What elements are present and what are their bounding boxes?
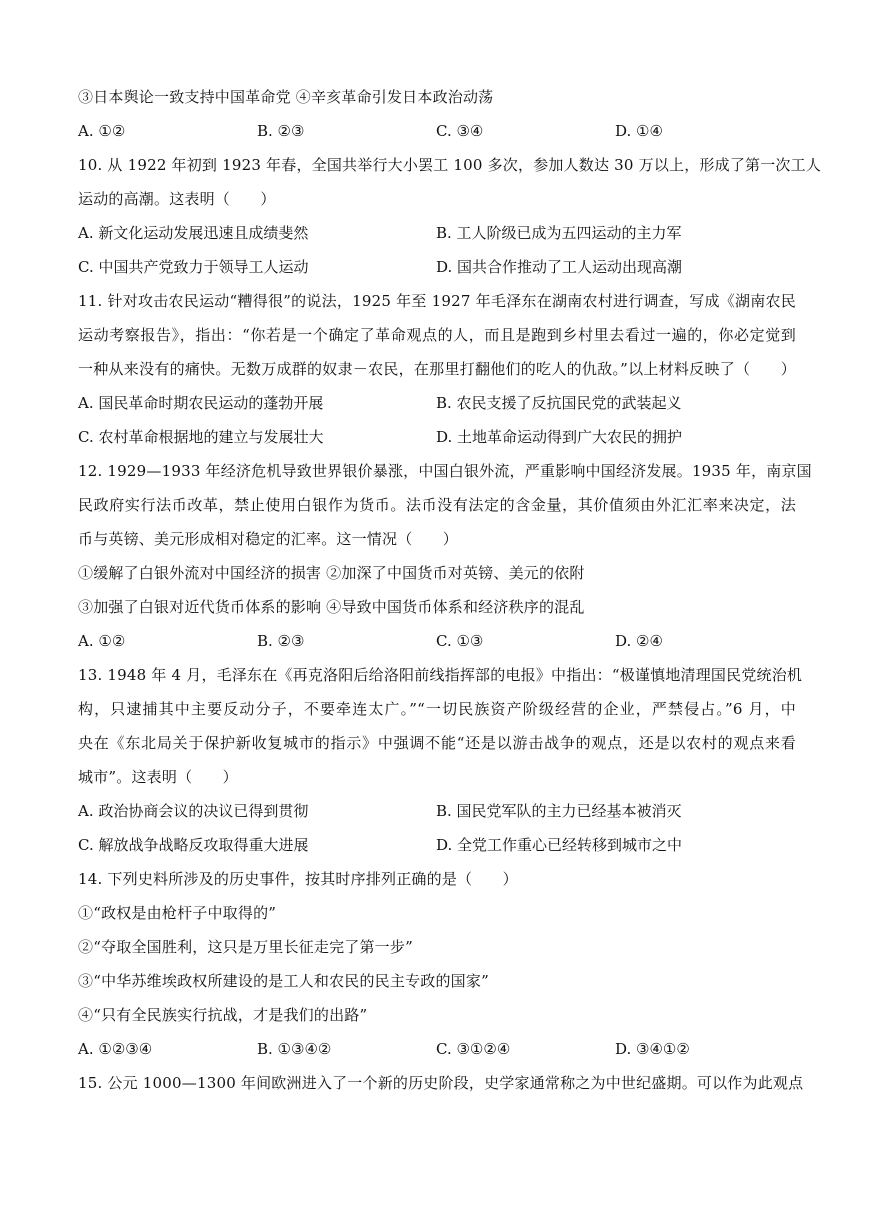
answer-option: A. ①② <box>78 122 126 140</box>
answer-option: B. 工人阶级已成为五四运动的主力军 <box>436 224 682 242</box>
answer-option: D. 土地革命运动得到广大农民的拥护 <box>436 428 683 446</box>
answer-option: D. ③④①② <box>615 1040 690 1058</box>
answer-option: A. ①② <box>78 632 126 650</box>
text-line: ①缓解了白银外流对中国经济的损害 ②加深了中国货币对英镑、美元的依附 <box>78 564 585 582</box>
text-line: 10. 从 1922 年初到 1923 年春，全国共举行大小罢工 100 多次，参加人数达 30 万以上，形成了第一次工人 <box>78 156 822 174</box>
answer-option: D. ②④ <box>615 632 663 650</box>
exam-page <box>78 80 822 1100</box>
answer-option: A. ①②③④ <box>78 1040 153 1058</box>
text-line: 运动考察报告》，指出：“你若是一个确定了革命观点的人，而且是跑到乡村里去看过一遍的，你必定觉到 <box>78 326 796 344</box>
text-line: 运动的高潮。这表明（ ） <box>78 190 276 208</box>
answer-option: B. 农民支援了反抗国民党的武装起义 <box>436 394 682 412</box>
text-line: 城市”。这表明（ ） <box>78 768 238 786</box>
option-row <box>78 216 796 250</box>
text-line: 央在《东北局关于保护新收复城市的指示》中强调不能“还是以游击战争的观点，还是以农村的观点来看 <box>78 734 796 752</box>
text-line: ③“中华苏维埃政权所建设的是工人和农民的民主专政的国家” <box>78 972 489 990</box>
text-line: 一种从来没有的痛快。无数万成群的奴隶－农民，在那里打翻他们的吃人的仇敌。”以上材料反映了（ ） <box>78 360 796 378</box>
text-line: 13. 1948 年 4 月，毛泽东在《再克洛阳后给洛阳前线指挥部的电报》中指出：“极谨慎地清理国民党统治机 <box>78 666 803 684</box>
answer-option: B. 国民党军队的主力已经基本被消灭 <box>436 802 682 820</box>
answer-option: C. ③①②④ <box>436 1040 511 1058</box>
option-row <box>78 1032 796 1066</box>
option-row <box>78 794 796 828</box>
answer-option: D. 全党工作重心已经转移到城市之中 <box>436 836 683 854</box>
text-line: 14. 下列史料所涉及的历史事件，按其时序排列正确的是（ ） <box>78 870 518 888</box>
text-line: 币与英镑、美元形成相对稳定的汇率。这一情况（ ） <box>78 530 459 548</box>
text-line: ③日本舆论一致支持中国革命党 ④辛亥革命引发日本政治动荡 <box>78 88 494 106</box>
answer-option: C. 解放战争战略反攻取得重大进展 <box>78 836 309 854</box>
text-line: 11. 针对攻击农民运动“糟得很”的说法，1925 年至 1927 年毛泽东在湖南农村进行调查，写成《湖南农民 <box>78 292 796 310</box>
answer-option: C. ①③ <box>436 632 484 650</box>
answer-option: A. 政治协商会议的决议已得到贯彻 <box>78 802 309 820</box>
answer-option: D. 国共合作推动了工人运动出现高潮 <box>436 258 683 276</box>
text-line: 12. 1929—1933 年经济危机导致世界银价暴涨，中国白银外流，严重影响中国经济发展。1935 年，南京国 <box>78 462 812 480</box>
answer-option: B. ②③ <box>257 122 305 140</box>
text-line: 民政府实行法币改革，禁止使用白银作为货币。法币没有法定的含金量，其价值须由外汇汇率来决定，法 <box>78 496 796 514</box>
text-line: ①“政权是由枪杆子中取得的” <box>78 904 277 922</box>
answer-option: C. ③④ <box>436 122 484 140</box>
option-row <box>78 386 796 420</box>
answer-option: C. 中国共产党致力于领导工人运动 <box>78 258 309 276</box>
text-line: ③加强了白银对近代货币体系的影响 ④导致中国货币体系和经济秩序的混乱 <box>78 598 585 616</box>
text-line: 构，只逮捕其中主要反动分子，不要牵连太广。”“一切民族资产阶级经营的企业，严禁侵占。”6 月，中 <box>78 700 796 718</box>
answer-option: C. 农村革命根据地的建立与发展壮大 <box>78 428 324 446</box>
answer-option: A. 新文化运动发展迅速且成绩斐然 <box>78 224 309 242</box>
text-line: ④“只有全民族实行抗战，才是我们的出路” <box>78 1006 368 1024</box>
option-row <box>78 114 796 148</box>
text-line: 15. 公元 1000—1300 年间欧洲进入了一个新的历史阶段，史学家通常称之为中世纪盛期。可以作为此观点 <box>78 1074 804 1092</box>
answer-option: B. ②③ <box>257 632 305 650</box>
text-line: ②“夺取全国胜利，这只是万里长征走完了第一步” <box>78 938 413 956</box>
answer-option: B. ①③④② <box>257 1040 332 1058</box>
option-row <box>78 250 796 284</box>
option-row <box>78 420 796 454</box>
answer-option: A. 国民革命时期农民运动的蓬勃开展 <box>78 394 324 412</box>
option-row <box>78 828 796 862</box>
option-row <box>78 624 796 658</box>
answer-option: D. ①④ <box>615 122 663 140</box>
